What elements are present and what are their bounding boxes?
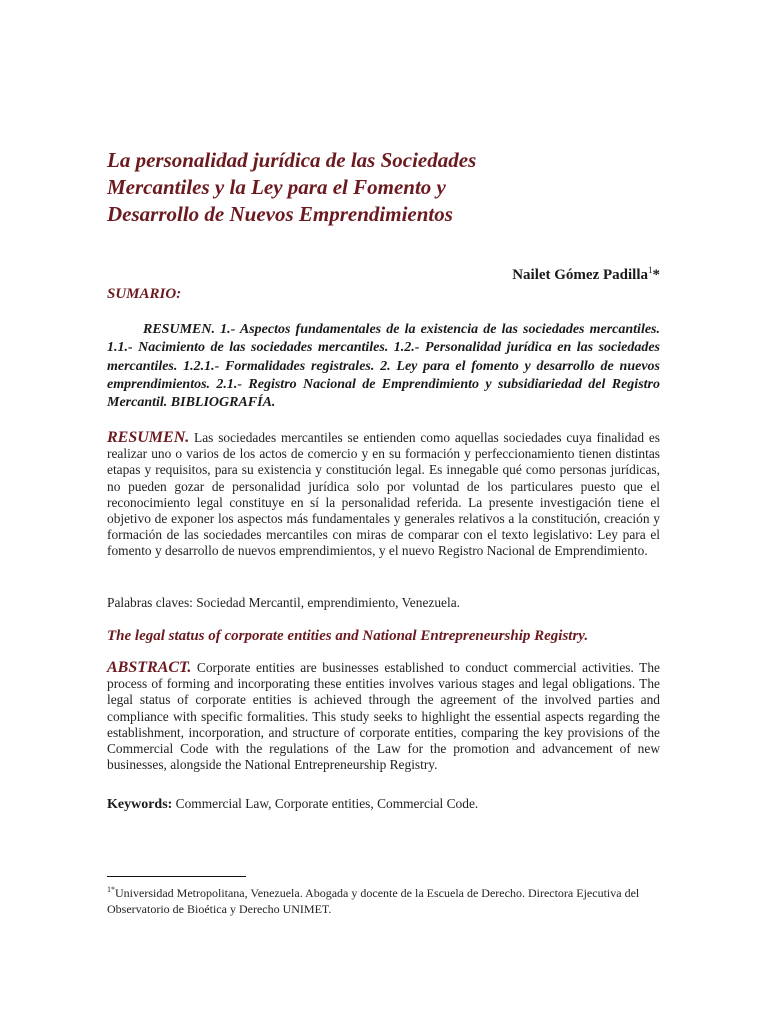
author-note-mark: 1 [648,265,653,275]
footnote-text: Universidad Metropolitana, Venezuela. Abogada y docente de la Escuela de Derecho. Directora Ejecutiva del Observatorio de Bioética y Derecho UNIMET. [107,886,640,916]
abstract-text: Corporate entities are businesses established to conduct commercial activities. The process of forming and incorporating these entities involves various stages and legal obligations. The legal status of corporate entities is achieved through the agreement of the involved parties and compliance with specific formalities. This study seeks to highlight the essential aspects regarding the establishment, incorporation, and structure of corporate entities, comparing the key provisions of the Commercial Code with the regulations of the Law for the promotion and advancement of new businesses, alongside the National Entrepreneurship Registry. [107,660,660,773]
resumen-text: Las sociedades mercantiles se entienden como aquellas sociedades cuya finalidad es realizar uno o varios de los actos de comercio y en su formación y perfeccionamiento tienen distintas etapas y requisitos, para su existencia y constitución legal. Es innegable qué como personas jurídicas, no pueden gozar de personalidad jurídica solo por voluntad de los particulares puesto que el reconocimiento legal constituye en sí la personalidad referida. La presente investigación tiene el objetivo de exponer los aspectos más fundamentales y generales relativos a la constitución, creación y formación de las sociedades mercantiles con miras de comparar con el texto legislativo: Ley para el fomento y desarrollo de nuevos emprendimientos, y el nuevo Registro Nacional de Emprendimiento. [107,430,660,559]
footnote-mark: 1* [107,885,115,894]
keywords-label: Keywords: [107,797,173,812]
author-name [512,265,660,284]
palabras-claves: Palabras claves: Sociedad Mercantil, emprendimiento, Venezuela. [107,595,460,610]
author-star: * [652,267,660,283]
keywords-text: Commercial Law, Corporate entities, Commercial Code. [172,796,479,811]
resumen-paragraph [107,430,660,560]
author-name-text: Nailet Gómez Padilla [512,267,648,283]
sumario-heading: SUMARIO: [107,286,182,302]
title-line-1: La personalidad jurídica de las Sociedades [107,148,477,172]
abstract-paragraph [107,660,660,773]
resumen-lead: RESUMEN. [107,429,190,446]
english-title: The legal status of corporate entities and National Entrepreneurship Registry. [107,628,589,644]
sumario-text: RESUMEN. 1.- Aspectos fundamentales de la existencia de las sociedades mercantiles. 1.1.- Nacimiento de las sociedades mercantiles. 1.2.- Personalidad jurídica en las sociedades mercantiles. 1.2.1.- Formalidades registrales. 2. Ley para el fomento y desarrollo de nuevos emprendimientos. 2.1.- Registro Nacional de Emprendimiento y subsidiariedad del Registro Mercantil. BIBLIOGRAFÍA. [107,322,660,411]
abstract-lead: ABSTRACT. [107,659,192,676]
title-line-2: Mercantiles y la Ley para el Fomento y [107,175,446,199]
footnote-divider [107,876,246,877]
paper-title [107,147,660,228]
footnote [107,882,660,917]
keywords-line [107,796,660,813]
title-line-3: Desarrollo de Nuevos Emprendimientos [107,202,453,226]
